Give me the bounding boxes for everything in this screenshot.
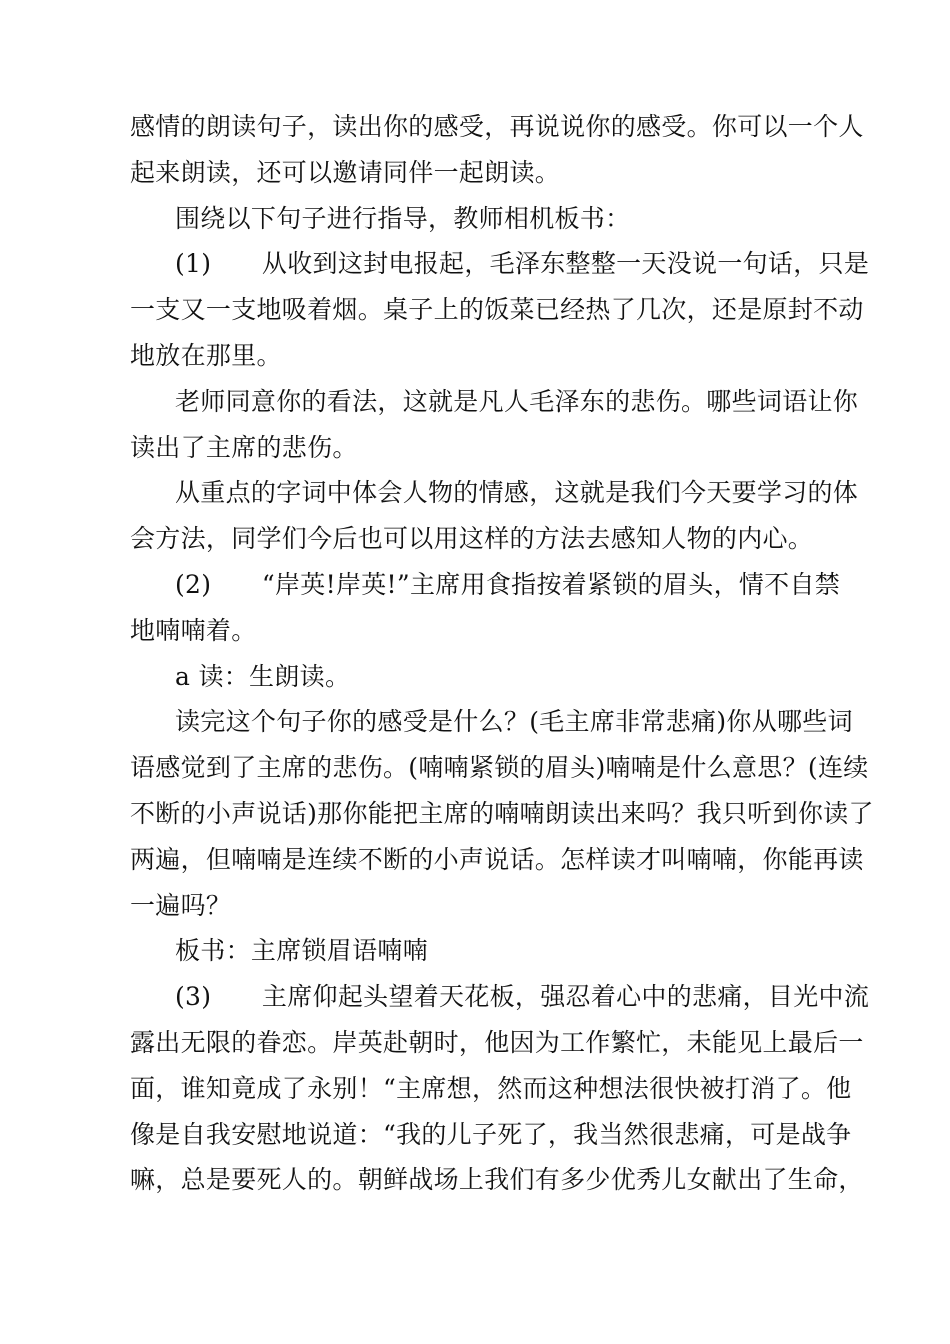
paragraph-sentence-1	[130, 241, 870, 378]
paragraph-teacher-agrees	[130, 379, 859, 471]
text-line: 起来朗读，还可以邀请同伴一起朗读。	[130, 157, 561, 187]
text-line: 嘛，总是要死人的。朝鲜战场上我们有多少优秀儿女献出了生命，	[130, 1165, 864, 1195]
text-line: 像是自我安慰地说道：“我的儿子死了，我当然很悲痛，可是战争	[130, 1119, 852, 1149]
text-line: (3) 主席仰起头望着天花板，强忍着心中的悲痛，目光中流	[175, 982, 870, 1012]
text-line: 读完这个句子你的感受是什么？(毛主席非常悲痛)你从哪些词	[175, 707, 853, 737]
paragraph-sentence-2	[130, 562, 841, 654]
text-line: 会方法，同学们今后也可以用这样的方法去感知人物的内心。	[130, 524, 814, 554]
body-text	[130, 104, 874, 1203]
text-line: 地放在那里。	[130, 340, 282, 370]
paragraph-reading-instruction	[130, 104, 864, 196]
paragraph-discussion	[130, 699, 874, 928]
text-line: 从重点的字词中体会人物的情感，这就是我们今天要学习的体	[175, 478, 859, 508]
text-line: 读出了主席的悲伤。	[130, 432, 358, 462]
text-line: 面，谁知竟成了永别！“主席想，然而这种想法很快被打消了。他	[130, 1073, 852, 1103]
text-line: 露出无限的眷恋。岸英赴朝时，他因为工作繁忙，未能见上最后一	[130, 1027, 864, 1057]
text-line: 不断的小声说话)那你能把主席的喃喃朗读出来吗？我只听到你读了	[130, 798, 874, 828]
text-line: 板书：主席锁眉语喃喃	[175, 936, 429, 966]
text-line: 语感觉到了主席的悲伤。(喃喃紧锁的眉头)喃喃是什么意思？(连续	[130, 753, 869, 783]
paragraph-guidance	[130, 196, 820, 242]
text-line: a 读：生朗读。	[175, 661, 351, 691]
text-line: 老师同意你的看法，这就是凡人毛泽东的悲伤。哪些词语让你	[175, 386, 859, 416]
paragraph-read-aloud	[130, 654, 820, 700]
text-line: (2) “岸英!岸英!”主席用食指按着紧锁的眉头，情不自禁	[175, 569, 841, 599]
paragraph-method	[130, 470, 859, 562]
text-line: 地喃喃着。	[130, 615, 257, 645]
text-line: 两遍，但喃喃是连续不断的小声说话。怎样读才叫喃喃，你能再读	[130, 844, 864, 874]
text-line: 一支又一支地吸着烟。桌子上的饭菜已经热了几次，还是原封不动	[130, 295, 864, 325]
text-line: 围绕以下句子进行指导，教师相机板书：	[175, 203, 631, 233]
text-line: 感情的朗读句子，读出你的感受，再说说你的感受。你可以一个人	[130, 112, 864, 141]
paragraph-board-note	[130, 928, 820, 974]
text-line: 一遍吗？	[130, 890, 232, 920]
paragraph-sentence-3	[130, 974, 870, 1203]
text-line: (1) 从收到这封电报起，毛泽东整整一天没说一句话，只是	[175, 249, 870, 279]
